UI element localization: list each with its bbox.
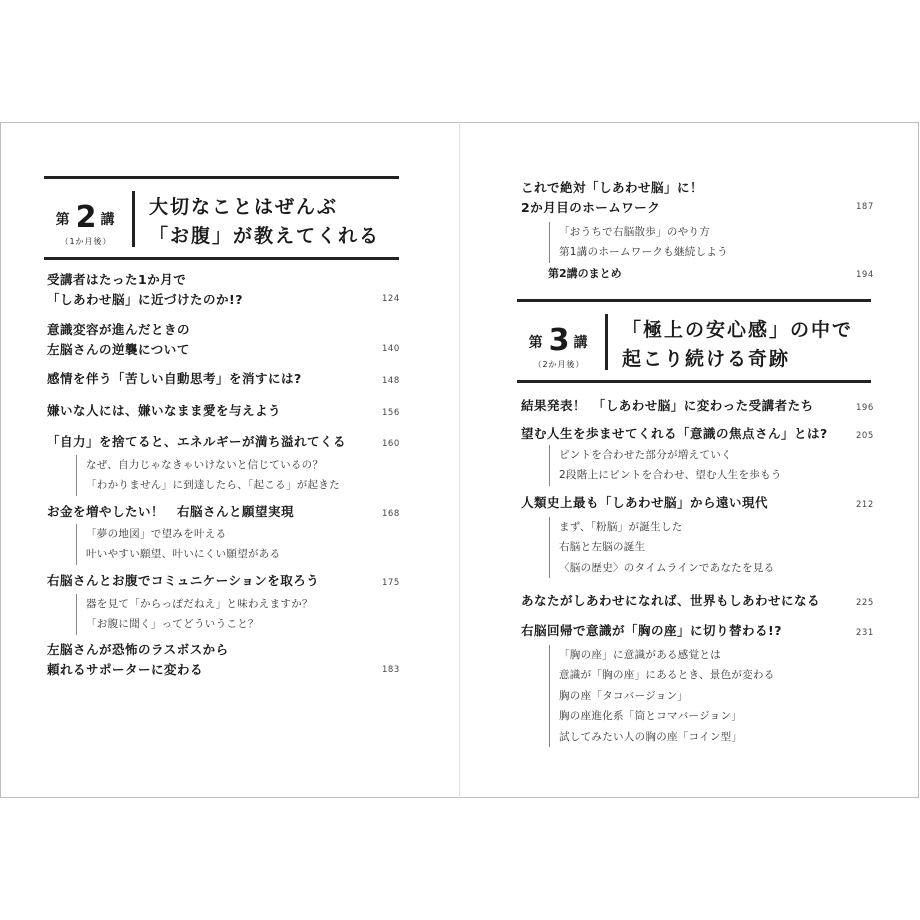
sub-entries [76, 455, 340, 496]
sub-entry[interactable]: 意識が「胸の座」にあるとき、景色が変わる [559, 669, 775, 682]
page-number: 212 [856, 500, 874, 510]
toc-entry-line: これで絶対「しあわせ脳」に！ [521, 180, 704, 195]
sub-entry[interactable]: ピントを合わせた部分が増えていく [559, 449, 732, 461]
page-number: 168 [382, 509, 400, 519]
sub-entry[interactable]: 「お腹に聞く」ってどういうこと？ [86, 618, 259, 631]
page-number: 205 [856, 431, 874, 441]
page-number: 160 [382, 439, 400, 449]
toc-entry[interactable]: 「自力」を捨てると、エネルギーが満ち溢れてくる [47, 434, 347, 449]
sub-entry[interactable]: 「わかりません」に到達したら、「起こる」が起きた [86, 479, 340, 492]
toc-entry[interactable]: 結果発表！ 「しあわせ脳」に変わった受講者たち [521, 398, 814, 413]
toc-entry-line: 頼れるサポーターに変わる [47, 662, 204, 677]
sub-entries [549, 517, 774, 578]
page-number: 175 [382, 578, 400, 588]
toc-entry[interactable]: 嫌いな人には、嫌いなまま愛を与えよう [47, 403, 282, 418]
chapter-2-title [149, 193, 380, 251]
chapter-label: 第 [528, 335, 545, 351]
chapter-period: （1か月後） [60, 237, 112, 246]
page-number: 183 [382, 665, 400, 675]
chapter-2-header [44, 176, 399, 260]
toc-entry[interactable]: あなたがしあわせになれば、世界もしあわせになる [521, 593, 821, 608]
chapter-label: 第 [55, 212, 72, 228]
page-number: 140 [382, 344, 400, 354]
sub-entry[interactable]: 試してみたい人の胸の座「コイン型」 [559, 730, 743, 743]
toc-entry-line: 意識変容が進んだときの [47, 322, 191, 337]
chapter-label: 講 [100, 212, 117, 228]
toc-entry[interactable]: 右脳さんとお腹でコミュニケーションを取ろう [47, 573, 320, 588]
sub-entry[interactable]: 「夢の地図」で望みを叶える [86, 528, 227, 540]
sub-entry[interactable]: 胸の座進化系「筒とコマバージョン」 [559, 710, 743, 723]
toc-entry-line: 受講者はたった1か月で [47, 272, 187, 287]
chapter-number: 2 [75, 200, 97, 235]
page-number: 156 [382, 408, 400, 418]
toc-entry[interactable]: お金を増やしたい！ 右脳さんと願望実現 [47, 504, 295, 519]
sub-entry[interactable]: 器を見て「からっぽだねえ」と味わえますか？ [86, 598, 313, 610]
page-number: 124 [382, 294, 400, 304]
sub-entries [76, 594, 313, 635]
sub-entry[interactable]: 「おうちで右脳散歩」のやり方 [559, 226, 711, 238]
page-number: 196 [856, 403, 874, 413]
chapter-divider [605, 314, 608, 370]
page-number: 225 [856, 598, 874, 608]
sub-entry[interactable]: 右脳と左脳の誕生 [559, 541, 646, 554]
toc-entry[interactable] [47, 270, 243, 310]
toc-entry[interactable] [47, 640, 229, 680]
page-number: 231 [856, 628, 874, 638]
toc-entry[interactable]: 人類史上最も「しあわせ脳」から遠い現代 [521, 495, 769, 510]
toc-entry[interactable] [47, 320, 190, 360]
chapter-summary[interactable]: 第2講のまとめ [548, 267, 622, 280]
toc-entry-line: 左脳さんが恐怖のラスボスから [47, 642, 229, 657]
toc-entry[interactable] [521, 178, 703, 218]
toc-entry[interactable]: 感情を伴う「苦しい自動思考」を消すには? [47, 371, 302, 386]
sub-entry[interactable]: なぜ、自力じゃなきゃいけないと信じているの？ [86, 459, 324, 471]
sub-entry[interactable]: 胸の座「タコバージョン」 [559, 689, 689, 702]
sub-entry[interactable]: 第1講のホームワークも継続しよう [559, 246, 728, 259]
chapter-3-title [622, 316, 853, 374]
sub-entries [549, 645, 775, 747]
sub-entries [549, 445, 782, 486]
chapter-3-header [517, 299, 871, 383]
page-number: 187 [856, 202, 874, 212]
sub-entry[interactable]: まず、「粉脳」が誕生した [559, 521, 683, 533]
sub-entry[interactable]: 〈脳の歴史〉のタイムラインであなたを見る [559, 561, 775, 574]
chapter-3-number [517, 320, 601, 370]
toc-entry-line: 左脳さんの逆襲について [47, 342, 190, 357]
sub-entry[interactable]: 叶いやすい願望、叶いにくい願望がある [86, 548, 281, 561]
chapter-title-line: 起こり続ける奇跡 [622, 348, 791, 370]
sub-entries [76, 524, 280, 565]
chapter-title-line: 「極上の安心感」の中で [622, 319, 854, 341]
chapter-period: （2か月後） [533, 360, 585, 369]
page-number: 148 [382, 376, 400, 386]
toc-entry[interactable]: 右脳回帰で意識が「胸の座」に切り替わる!? [521, 623, 782, 638]
toc-entry-line: 2か月目のホームワーク [521, 200, 661, 215]
chapter-label: 講 [573, 335, 590, 351]
toc-entry-line: 「しあわせ脳」に近づけたのか!? [47, 292, 243, 307]
chapter-divider [132, 191, 135, 247]
chapter-number: 3 [548, 323, 570, 358]
chapter-title-line: 大切なことはぜんぶ [149, 196, 339, 218]
page-gutter [459, 122, 460, 798]
sub-entries [549, 222, 728, 263]
sub-entry[interactable]: 「胸の座」に意識がある感覚とは [559, 649, 721, 661]
page-number: 194 [856, 270, 874, 280]
sub-entry[interactable]: 2段階上にピントを合わせ、望む人生を歩もう [559, 469, 782, 482]
chapter-2-number [44, 197, 128, 247]
chapter-title-line: 「お腹」が教えてくれる [149, 225, 381, 247]
toc-entry[interactable]: 望む人生を歩ませてくれる「意識の焦点さん」とは? [521, 426, 828, 441]
